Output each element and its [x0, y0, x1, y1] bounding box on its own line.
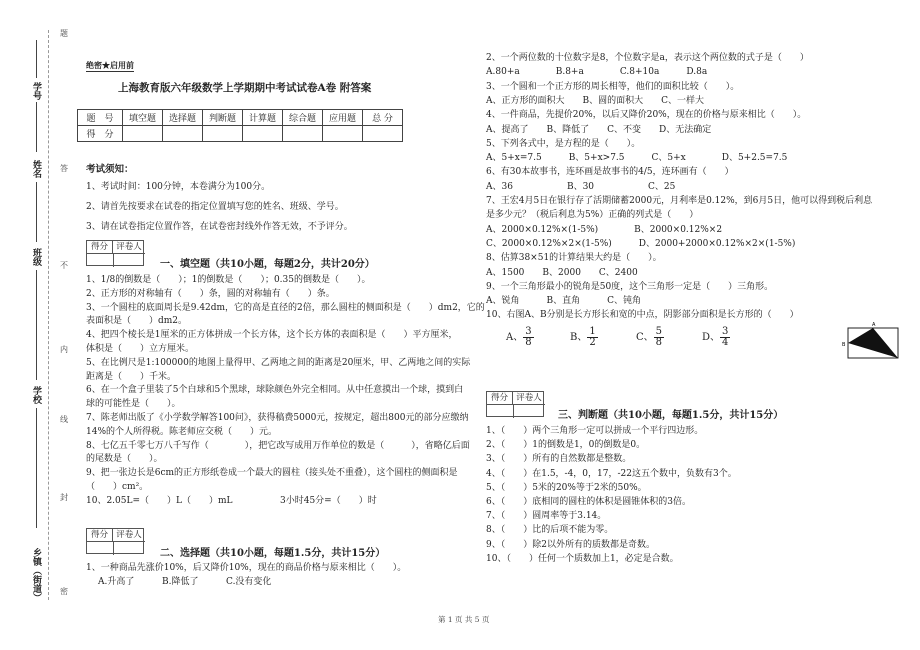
frac-den: 8 [655, 337, 663, 348]
question-line: 7、（ ）圆周率等于3.14。 [486, 511, 607, 522]
figure-label-b: B [842, 342, 846, 348]
scorer-box [486, 391, 544, 417]
q10-option-a[interactable] [506, 327, 534, 348]
question-line: 是多少元？（税后利息为5%）正确的列式是（ ） [486, 210, 699, 221]
binding-mark: 不 [60, 261, 68, 270]
section3-title: 三、判断题（共10小题，每题1.5分，共计15分） [558, 410, 784, 421]
binding-mark: 线 [60, 415, 68, 424]
question-line: 表面积是（ ）dm2。 [86, 316, 188, 327]
question-line: A、提高了 B、降低了 C、不变 D、无法确定 [486, 124, 712, 135]
secret-label: 绝密★启用前 [86, 60, 134, 70]
question-line: 1、1/8的倒数是（ ）；1的倒数是（ ）；0.35的倒数是（ ）。 [86, 275, 371, 285]
notes-item: 1、考试时间：100分钟，本卷满分为100分。 [86, 182, 271, 192]
q10-option-d[interactable] [702, 327, 730, 348]
frac-num: 3 [525, 326, 532, 337]
q10-option-c[interactable] [636, 327, 664, 348]
frac-num: 1 [589, 326, 596, 337]
question-line: 5、下列各式中，是方程的是（ ）。 [486, 138, 641, 149]
page-footer: 第 1 页 共 5 页 [438, 615, 490, 624]
question-line: 7、王宏4月5日在银行存了活期储蓄2000元，月利率是0.12%，到6月5日，他可以得到税后利息 [486, 196, 873, 206]
score-row-label: 得 分 [78, 126, 123, 142]
xiangzhen-label: 乡镇（街道） [31, 548, 41, 602]
xingming-label: 姓名 [31, 160, 41, 178]
section2-q1-opt: B.降低了 [162, 577, 199, 587]
score-header-cell: 应用题 [323, 110, 363, 126]
banji-line [36, 270, 37, 380]
section2-q1-opt: C.没有变化 [226, 577, 272, 587]
scorer-defen: 得分 [487, 392, 513, 405]
scorer-box [86, 240, 144, 266]
section1-title: 一、填空题（共10小题，每题2分，共计20分） [160, 259, 375, 270]
question-line: （ ）cm²。 [86, 482, 149, 492]
score-header-cell: 题 号 [78, 110, 123, 126]
question-line: 体积是（ ）立方厘米。 [86, 344, 195, 354]
question-line: 4、（ ）在1.5，-4，0，17，-22这五个数中，负数有3个。 [486, 468, 737, 479]
score-header-cell: 选择题 [163, 110, 203, 126]
scorer-defen: 得分 [87, 529, 113, 542]
notes-item: 3、请在试卷指定位置作答，在试卷密封线外作答无效，不予评分。 [86, 222, 353, 232]
notes-item: 2、请首先按要求在试卷的指定位置填写您的姓名、班级、学号。 [86, 202, 344, 212]
xingming-line [36, 182, 37, 242]
xuexiao-line [36, 408, 37, 528]
score-table [77, 109, 403, 142]
option-label: D、 [702, 332, 721, 343]
section2-q1-opt: A.升高了 [98, 577, 135, 587]
question-line: 4、把四个棱长是1厘米的正方体拼成一个长方体，这个长方体的表面积是（ ）平方厘米， [86, 330, 458, 341]
option-label: B、 [570, 332, 588, 343]
option-label: A、 [506, 332, 524, 343]
page-title: 上海教育版六年级数学上学期期中考试试卷A卷 附答案 [118, 82, 372, 94]
binding-mark: 题 [60, 29, 68, 38]
question-line: 2、一个两位数的十位数字是8，个位数字是a，表示这个两位数的式子是（ ） [486, 53, 809, 63]
question-line: 14%的个人所得税。陈老师应交税（ ）元。 [86, 426, 278, 437]
figure-label-a: A [872, 322, 876, 328]
binding-mark: 答 [60, 164, 68, 173]
binding-mark: 内 [60, 345, 68, 354]
question-line: A、正方形的面积大 B、圆的面积大 C、一样大 [486, 95, 705, 106]
frac-num: 5 [655, 326, 663, 337]
question-line: A、锐角 B、直角 C、钝角 [486, 296, 642, 307]
question-line: 3、（ ）所有的自然数都是整数。 [486, 454, 632, 465]
score-cell[interactable] [163, 126, 203, 142]
score-cell[interactable] [243, 126, 283, 142]
score-cell[interactable] [323, 126, 363, 142]
question-line: 3、一个圆柱的底面周长是9.42dm，它的高是直径的2倍，那么圆柱的侧面积是（ ）dm2，它的 [86, 302, 485, 313]
question-line: 8、七亿五千零七万八千写作（ ），把它改写成用万作单位的数是（ ），省略亿后面 [86, 440, 470, 451]
frac-den: 2 [589, 337, 596, 348]
question-line: 10、右图A、B分别是长方形长和宽的中点，阴影部分面积是长方形的（ ） [486, 310, 799, 321]
section1-q10-b: 3小时45分=（ ）时 [280, 496, 377, 506]
xuehao-line-2 [36, 102, 37, 152]
question-line: 5、在比例尺是1:100000的地图上量得甲、乙两地之间的距离是20厘米，甲、乙两地之间的实际 [86, 357, 471, 368]
question-line: 2、（ ）1的倒数是1，0的倒数是0。 [486, 440, 646, 451]
scorer-pingjuanren: 评卷人 [513, 392, 545, 405]
q10-option-b[interactable] [570, 327, 598, 348]
frac-num: 3 [722, 326, 729, 337]
question-line: 球的可能性是（ ）。 [86, 399, 181, 410]
question-line: 4、一件商品，先提价20%，以后又降价20%，现在的价格与原来相比（ ）。 [486, 110, 807, 121]
question-line: 3、一个圆和一个正方形的周长相等，他们的面积比较（ ）。 [486, 81, 740, 92]
question-line: A、36 B、30 C、25 [486, 181, 676, 192]
question-line: 1、（ ）两个三角形一定可以拼成一个平行四边形。 [486, 426, 704, 436]
question-line: 8、（ ）比的后项不能为零。 [486, 525, 614, 536]
question-line: 6、（ ）底相同的圆柱的体积是圆锥体积的3倍。 [486, 497, 691, 507]
xuehao-label: 学号 [31, 82, 41, 100]
scorer-pingjuanren: 评卷人 [113, 529, 145, 542]
score-header-cell: 判断题 [203, 110, 243, 126]
question-line: A、1500 B、2000 C、2400 [486, 267, 638, 278]
question-line: A、5+x=7.5 B、5+x>7.5 C、5+x D、5+2.5=7.5 [486, 153, 788, 164]
question-line: 的尾数是（ ）。 [86, 454, 163, 465]
frac-den: 4 [722, 337, 729, 348]
question-line: 7、陈老师出版了《小学数学解答100问》，获得稿费5000元，按规定，超出800元的部分应缴纳 [86, 413, 469, 423]
question-line: 9、把一张边长是6cm的正方形纸卷成一个最大的圆柱（接头处不重叠），这个圆柱的侧面积是 [86, 468, 458, 479]
score-header-cell: 总 分 [363, 110, 403, 126]
score-cell[interactable] [203, 126, 243, 142]
notes-title: 考试须知： [86, 164, 134, 175]
score-cell[interactable] [363, 126, 403, 142]
section1-q10: 10、2.05L=（ ）L（ ）mL [86, 496, 233, 506]
question-line: 8、估算38×51的计算结果大约是（ ）。 [486, 253, 662, 264]
score-header-cell: 填空题 [123, 110, 163, 126]
question-line: A.80+a B.8+a C.8+10a D.8a [486, 67, 708, 78]
xuexiao-label: 学校 [31, 386, 41, 404]
scorer-defen: 得分 [87, 241, 113, 254]
section2-q1: 1、一种商品先涨价10%，后又降价10%，现在的商品价格与原来相比（ ）。 [86, 563, 407, 573]
binding-dash-line [48, 30, 49, 600]
score-cell[interactable] [283, 126, 323, 142]
banji-label: 班级 [31, 248, 41, 266]
section2-title: 二、选择题（共10小题，每题1.5分，共计15分） [160, 548, 386, 559]
question-line: 2、正方形的对称轴有（ ）条，圆的对称轴有（ ）条。 [86, 288, 335, 299]
score-header-cell: 综合题 [283, 110, 323, 126]
question-line: 6、有30本故事书，连环画是故事书的4/5，连环画有（ ） [486, 167, 734, 178]
frac-den: 8 [525, 337, 532, 348]
question-line: 9、（ ）除2以外所有的质数都是奇数。 [486, 539, 655, 550]
question-line: 5、（ ）5米的20%等于2米的50%。 [486, 482, 647, 493]
question-line: 10、（ ）任何一个质数加上1，必定是合数。 [486, 553, 679, 564]
question-line: C、2000×0.12%×2×(1-5%) D、2000+2000×0.12%×2×(1-5%) [486, 238, 796, 249]
scorer-box [86, 528, 144, 554]
question-line: 距离是（ ）千米。 [86, 371, 177, 382]
question-line: 9、一个三角形最小的锐角是50度，这个三角形一定是（ ）三角形。 [486, 281, 774, 292]
binding-mark: 密 [60, 587, 68, 596]
xuehao-line [36, 40, 37, 78]
score-cell[interactable] [123, 126, 163, 142]
question-line: 6、在一个盒子里装了5个白球和5个黑球，球除颜色外完全相同。从中任意摸出一个球，摸到白 [86, 385, 464, 396]
question-line: A、2000×0.12%×(1-5%) B、2000×0.12%×2 [486, 224, 723, 235]
scorer-pingjuanren: 评卷人 [113, 241, 145, 254]
score-header-cell: 计算题 [243, 110, 283, 126]
rectangle-figure [842, 318, 908, 364]
binding-mark: 封 [60, 493, 68, 502]
option-label: C、 [636, 332, 654, 343]
